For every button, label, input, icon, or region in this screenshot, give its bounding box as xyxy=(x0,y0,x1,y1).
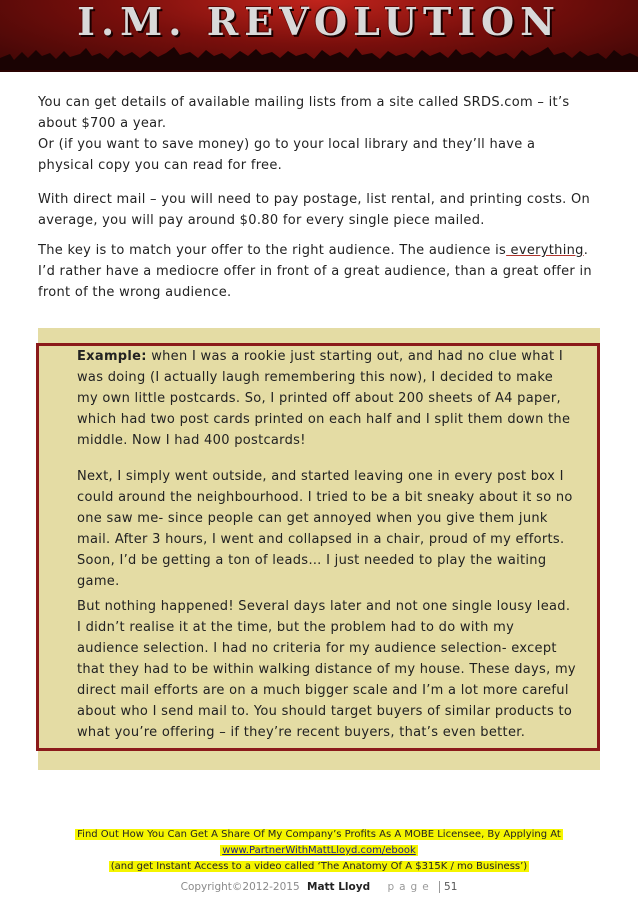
example-p2-text: Next, I simply went outside, and started leaving one in every post box I could around the neighbourhood. I tried to be a bit sneaky about it so no one saw me- since people can get annoyed when you give them junk mail. After 3 hours, I went and collapsed in a chair, proud of my efforts. Soon, I’d be getting a ton of leads… I just needed to play the waiting game. xyxy=(77,469,573,589)
intro-paragraph-1 xyxy=(38,92,593,176)
intro-p3 xyxy=(38,240,593,303)
promo-line-1 xyxy=(0,828,638,842)
example-p1-text: when I was a rookie just starting out, and had no clue what I was doing (I actually laugh remembering this now), I decided to make my own little postcards. So, I printed off about 200 sheets of A4 paper, which had two post cards printed on each half and I split them down the middle. Now I had 400 postcards! xyxy=(77,349,571,448)
page-number: 51 xyxy=(439,881,457,893)
intro-p3-before: The key is to match your offer to the right audience. The audience is xyxy=(38,243,507,258)
intro-p1-line2: Or (if you want to save money) go to your local library and they’ll have a physical copy you can read for free. xyxy=(38,137,536,173)
copyright-text: Copyright©2012-2015 xyxy=(180,881,300,893)
example-p3-text: But nothing happened! Several days later and not one single lousy lead. I didn’t realise it at the time, but the problem had to do with my audience selection. I had no criteria for my audience selection- except that they had to be within walking distance of my house. These days, my direct mail efforts are on a much bigger scale and I’m a lot more careful about who I send mail to. You should target buyers of similar products to what you’re offering – if they’re recent buyers, that’s even better. xyxy=(77,599,576,740)
promo-line-2 xyxy=(0,844,638,858)
promo-text: Find Out How You Can Get A Share Of My Company’s Profits As A MOBE Licensee, By Applying At xyxy=(77,829,561,840)
example-paragraph-3 xyxy=(77,596,577,743)
author-name: Matt Lloyd xyxy=(307,881,371,893)
intro-p3-emphasis: everything xyxy=(506,243,584,258)
intro-p2: With direct mail – you will need to pay postage, list rental, and printing costs. On average, you will pay around $0.80 for every single piece mailed. xyxy=(38,192,591,228)
crowd-silhouette-graphic xyxy=(0,44,638,70)
intro-p3-after: . I’d rather have a mediocre offer in front of a great audience, than a great offer in front of the wrong audience. xyxy=(38,243,592,300)
intro-paragraph-3 xyxy=(38,240,593,303)
promo-link[interactable]: www.PartnerWithMattLloyd.com/ebook xyxy=(222,845,416,856)
promo-line-3 xyxy=(0,860,638,874)
example-paragraph-2 xyxy=(77,466,577,592)
header-banner xyxy=(0,0,638,72)
page-footer xyxy=(0,879,638,895)
example-label: Example: xyxy=(77,349,147,364)
intro-p1-line1: You can get details of available mailing lists from a site called SRDS.com – it’s about $700 a year. xyxy=(38,95,570,131)
promo-subtext: (and get Instant Access to a video called ‘The Anatomy Of A $315K / mo Business’) xyxy=(110,861,528,872)
example-paragraph-1 xyxy=(77,346,577,451)
banner-title: I.M. REVOLUTION xyxy=(77,0,561,44)
page-label: page xyxy=(387,881,434,893)
intro-paragraph-2 xyxy=(38,189,593,231)
